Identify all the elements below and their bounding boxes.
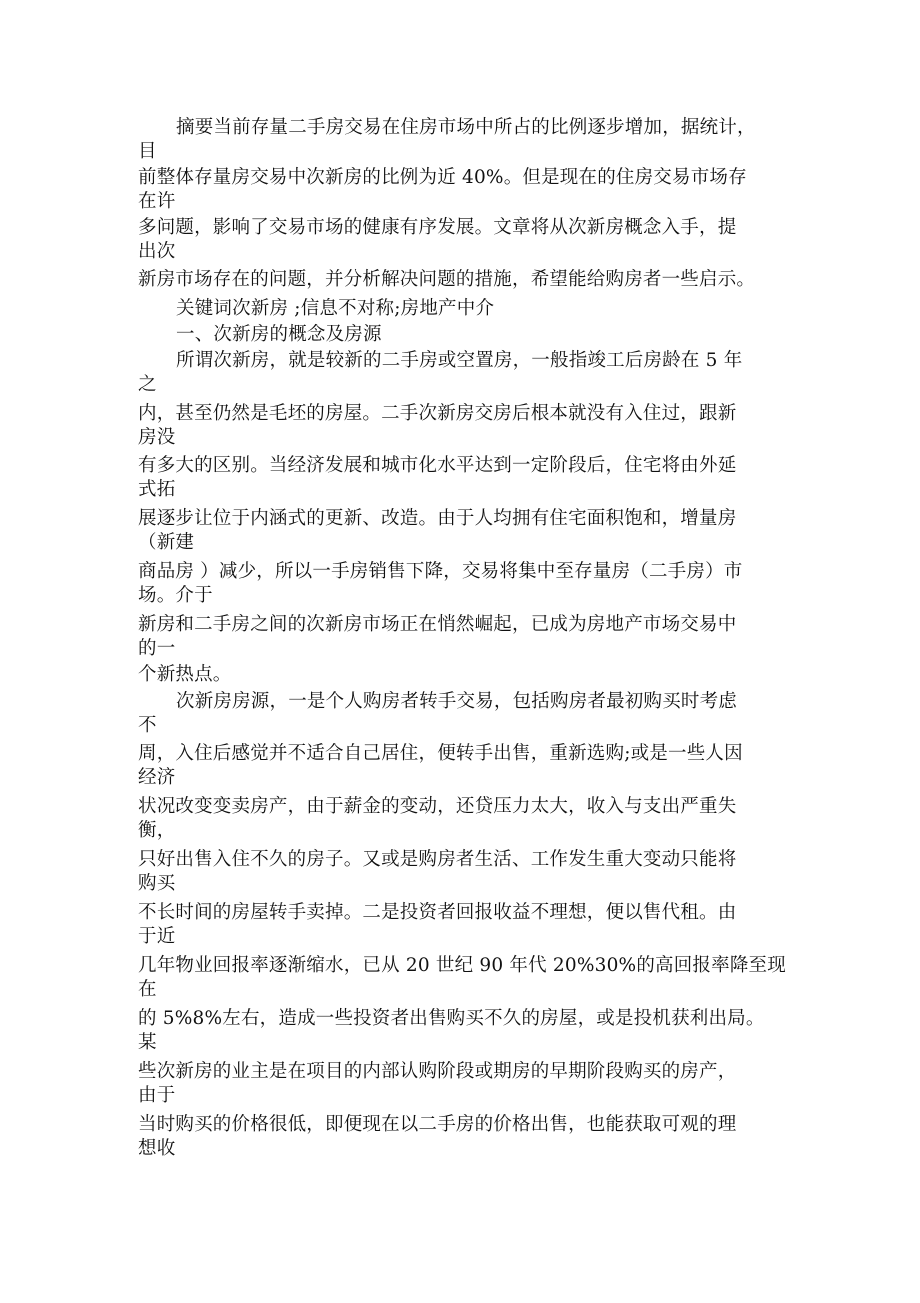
text-line: 前整体存量房交易中次新房的比例为近 40%。但是现在的住房交易市场存 [138, 167, 747, 188]
text-line: 摘要当前存量二手房交易在住房市场中所占的比例逐步增加，据统计， [176, 117, 756, 138]
text-line: 衡， [138, 820, 176, 841]
text-line: 周，入住后感觉并不适合自己居住，便转手出售，重新选购;或是一些人因 [138, 743, 743, 764]
text-line: 房没 [138, 427, 176, 448]
text-line: 几年物业回报率逐渐缩水，已从 20 世纪 90 年代 20%30%的高回报率降至现 [138, 955, 786, 976]
text-line: 想收 [138, 1138, 176, 1159]
text-line: 商品房 ）减少，所以一手房销售下降，交易将集中至存量房（二手房）市 [138, 561, 743, 582]
text-line: 由于 [138, 1085, 176, 1106]
text-line: 当时购买的价格很低，即便现在以二手房的价格出售，也能获取可观的理 [138, 1114, 737, 1135]
keywords-line: 关键词次新房 ;信息不对称;房地产中介 [176, 298, 495, 319]
text-line: 多问题，影响了交易市场的健康有序发展。文章将从次新房概念入手，提 [138, 217, 737, 238]
text-line: 所谓次新房，就是较新的二手房或空置房，一般指竣工后房龄在 5 年 [176, 350, 743, 371]
text-line: 之 [138, 374, 157, 395]
text-line: 的一 [138, 638, 176, 659]
text-line: 状况改变变卖房产，由于薪金的变动，还贷压力太大，收入与支出严重失 [138, 796, 737, 817]
text-line: 不长时间的房屋转手卖掉。二是投资者回报收益不理想，便以售代租。由 [138, 902, 737, 923]
text-line: 些次新房的业主是在项目的内部认购阶段或期房的早期阶段购买的房产， [138, 1061, 737, 1082]
text-line: 经济 [138, 767, 176, 788]
text-line: 新房和二手房之间的次新房市场正在悄然崛起，已成为房地产市场交易中 [138, 614, 737, 635]
text-line: 于近 [138, 926, 176, 947]
text-line: 有多大的区别。当经济发展和城市化水平达到一定阶段后，住宅将由外延 [138, 455, 737, 476]
text-line: 展逐步让位于内涵式的更新、改造。由于人均拥有住宅面积饱和，增量房 [138, 508, 737, 529]
text-line: 购买 [138, 873, 176, 894]
text-line: 次新房房源，一是个人购房者转手交易，包括购房者最初购买时考虑 [176, 691, 738, 712]
text-line: 内，甚至仍然是毛坯的房屋。二手次新房交房后根本就没有入住过，跟新 [138, 403, 737, 424]
text-line: 新房市场存在的问题，并分析解决问题的措施，希望能给购房者一些启示。 [138, 269, 756, 290]
text-line: 场。介于 [138, 585, 213, 606]
text-line: 出次 [138, 241, 176, 262]
text-line: 在 [138, 979, 157, 1000]
section-heading: 一、次新房的概念及房源 [176, 324, 382, 345]
text-line: 式拓 [138, 479, 176, 500]
text-line: 不 [138, 715, 157, 736]
text-line: 在许 [138, 191, 176, 212]
text-line: 个新热点。 [138, 664, 232, 685]
text-line: 目 [138, 141, 157, 162]
text-line: 某 [138, 1032, 157, 1053]
text-line: （新建 [138, 532, 195, 553]
text-line: 只好出售入住不久的房子。又或是购房者生活、工作发生重大变动只能将 [138, 849, 737, 870]
text-line: 的 5%8%左右，造成一些投资者出售购买不久的房屋，或是投机获利出局。 [138, 1008, 765, 1029]
